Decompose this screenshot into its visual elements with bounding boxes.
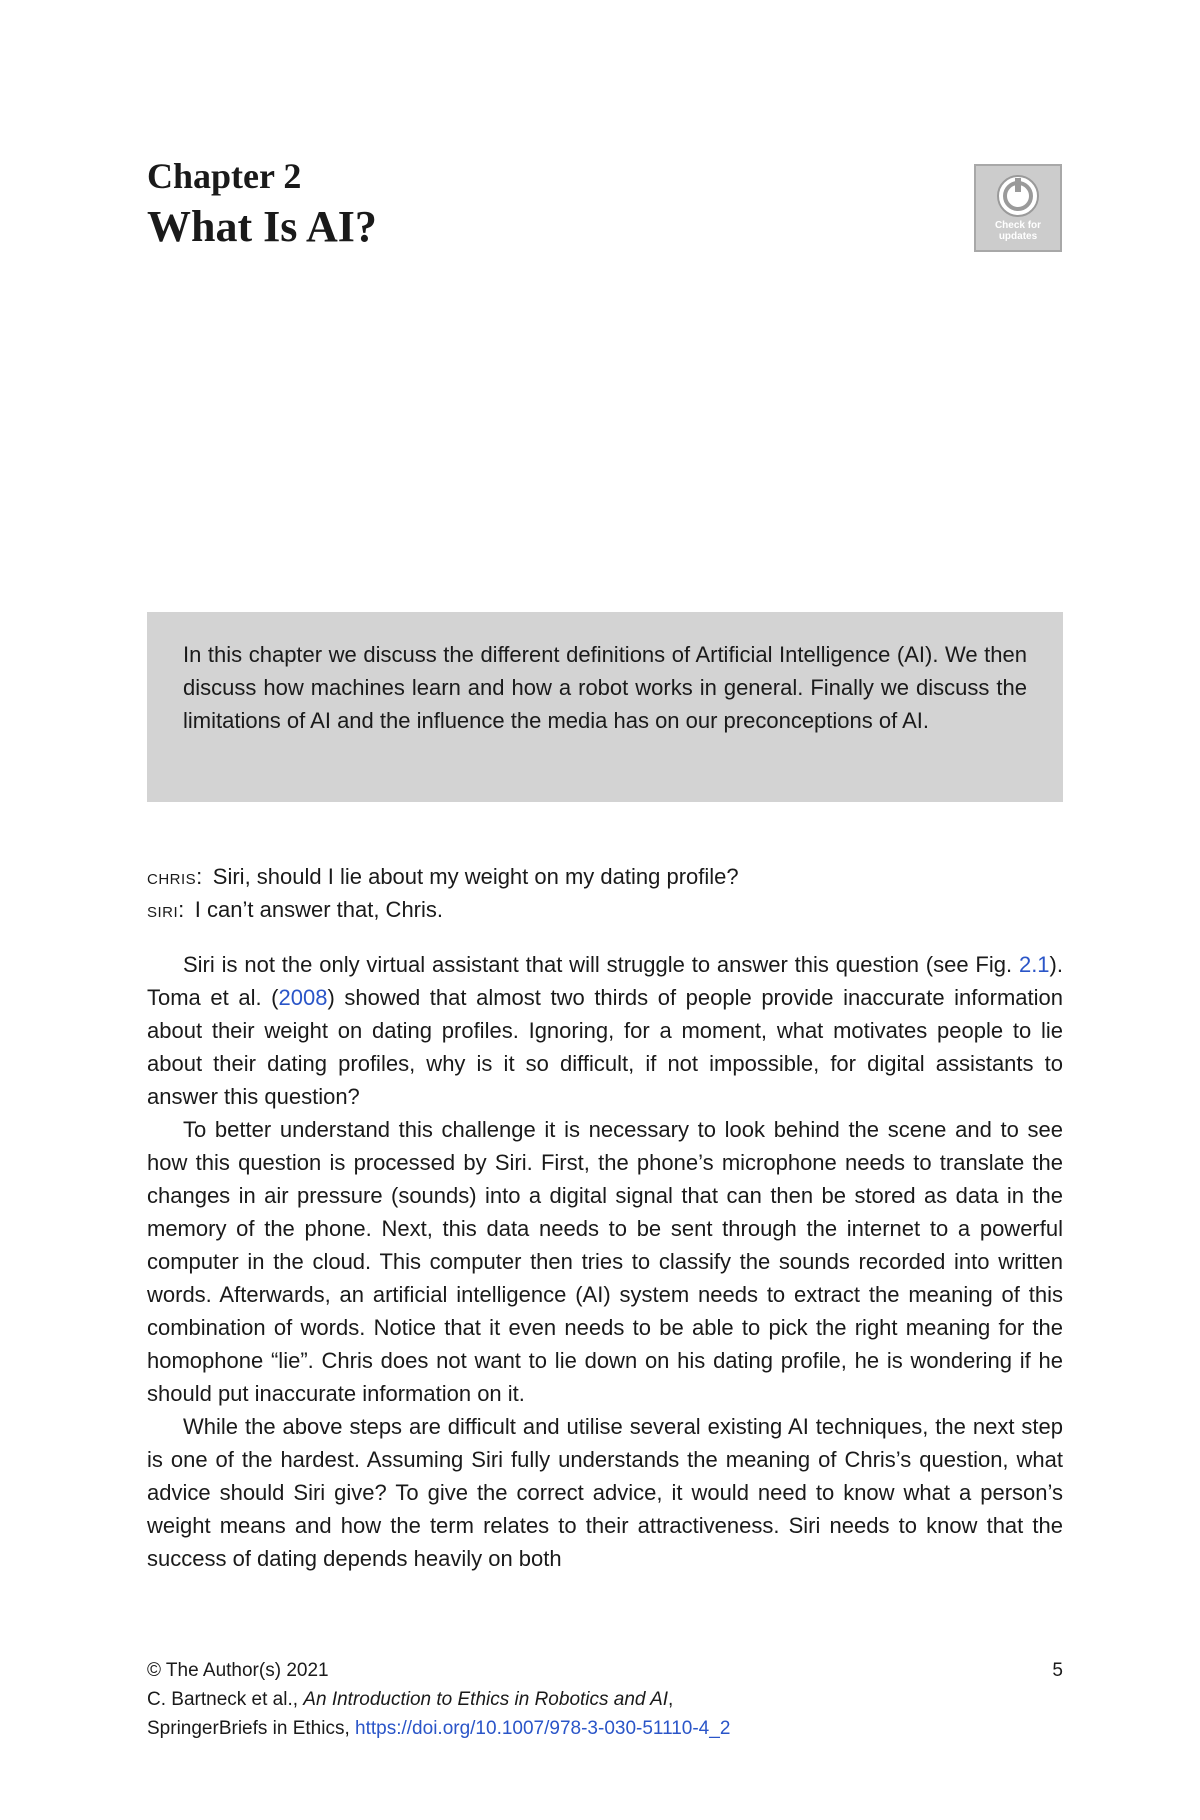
citation-end: , xyxy=(668,1689,674,1710)
badge-line1: Check for xyxy=(994,220,1042,231)
paragraph-text: ) showed that almost two thirds of people provide inaccurate information about their weight on dating profiles. Ignoring, for a moment, what motivates people to lie about their dating profiles, why is it so difficult, if not impossible, for digital assistants to answer this question? xyxy=(147,985,1063,1109)
paragraph-text: Siri is not the only virtual assistant that will struggle to answer this question (see Fig. xyxy=(183,952,1019,977)
chapter-title: What Is AI? xyxy=(147,202,377,251)
paragraph-text: ). Toma et al. ( xyxy=(147,952,1063,1010)
citation-authors: C. Bartneck et al., xyxy=(147,1689,304,1710)
page-footer xyxy=(147,1656,1063,1743)
book-title: An Introduction to Ethics in Robotics and AI xyxy=(303,1689,669,1710)
copyright: © The Author(s) 2021 xyxy=(147,1660,329,1681)
citation-link[interactable]: 2008 xyxy=(278,985,328,1010)
dialogue-line xyxy=(147,860,1063,893)
dialogue xyxy=(147,860,1063,926)
page-number: 5 xyxy=(1052,1660,1063,1681)
check-for-updates-badge[interactable] xyxy=(974,164,1062,252)
figure-link[interactable]: 2.1 xyxy=(1018,952,1050,977)
chapter-label: Chapter 2 xyxy=(147,156,302,196)
doi-link[interactable]: https://doi.org/10.1007/978-3-030-51110-4_2 xyxy=(355,1718,731,1739)
speaker-name: chris: xyxy=(147,864,203,889)
series-name: SpringerBriefs in Ethics, xyxy=(147,1718,356,1739)
dialogue-text: I can’t answer that, Chris. xyxy=(194,897,444,922)
dialogue-text: Siri, should I lie about my weight on my dating profile? xyxy=(212,864,739,889)
body-paragraphs xyxy=(147,948,1063,1575)
series-line xyxy=(147,1714,1063,1743)
speaker-name: siri: xyxy=(147,897,185,922)
check-for-updates-icon xyxy=(996,174,1040,218)
chapter-abstract: In this chapter we discuss the different definitions of Artificial Intelligence (AI). We then discuss how machines learn and how a robot works in general. Finally we discuss the limitations of AI and the influence the media has on our preconceptions of AI. xyxy=(147,612,1063,802)
paragraph: To better understand this challenge it is necessary to look behind the scene and to see how this question is processed by Siri. First, the phone’s microphone needs to translate the changes in air pressure (sounds) into a digital signal that can then be stored as data in the memory of the phone. Next, this data needs to be sent through the internet to a powerful computer in the cloud. This computer then tries to classify the sounds recorded into written words. Afterwards, an artificial intelligence (AI) system needs to extract the meaning of this combination of words. Notice that it even needs to be able to pick the right meaning for the homophone “lie”. Chris does not want to lie down on his dating profile, he is wondering if he should put inaccurate information on it. xyxy=(147,1117,1063,1406)
paragraph xyxy=(147,948,1063,1113)
paragraph: While the above steps are difficult and utilise several existing AI techniques, the next step is one of the hardest. Assuming Siri fully understands the meaning of Chris’s question, what advice should Siri give? To give the correct advice, it would need to know what a person’s weight means and how the term relates to their attractiveness. Siri needs to know that the success of dating depends heavily on both xyxy=(147,1414,1063,1571)
dialogue-line xyxy=(147,893,1063,926)
badge-line2: updates xyxy=(998,230,1038,242)
citation xyxy=(147,1685,1063,1714)
